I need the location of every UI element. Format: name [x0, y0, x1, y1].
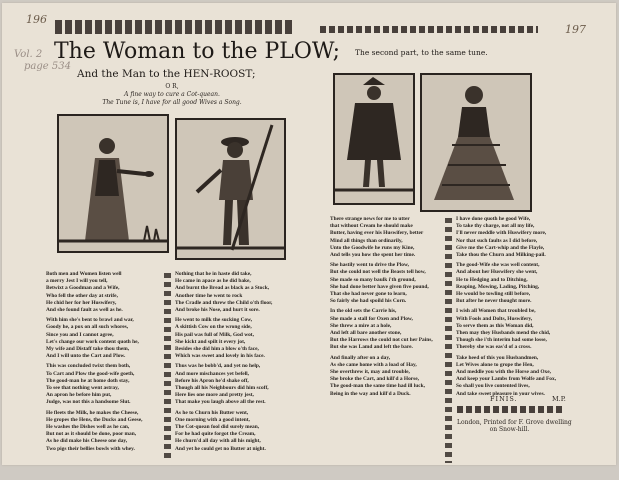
verse-line: Mind all things than ordinarily, — [330, 237, 403, 244]
stanza — [456, 216, 571, 259]
verse-line: Then may they Husbands mend the chid, — [456, 330, 551, 337]
verse-line: To take thy charge, not all my life, — [456, 223, 535, 230]
woodcut-jester — [333, 73, 415, 205]
or-line: O R, — [165, 83, 179, 90]
stanza — [46, 271, 161, 314]
page-number-right: 197 — [565, 23, 586, 36]
verse-line: She had done better have given five pound, — [330, 283, 429, 290]
verse-line: In the old sets the Carrie his, — [330, 308, 397, 315]
verse-line: She broke the Cart, and kill'd a Horse, — [330, 376, 420, 383]
verse-line: Which was sweet and lovely in his face. — [175, 353, 265, 360]
right-text-column-2 — [456, 216, 571, 401]
verse-line: Take thou the Churn and Milking-pail. — [456, 252, 546, 259]
verse-line: An apron he before him put, — [46, 392, 112, 399]
fleuron-column-divider — [164, 273, 171, 458]
verse-line: And broke his Nose, and hurt it sore. — [175, 307, 260, 314]
verse-line: She kickt and spilt it every jot, — [175, 338, 246, 345]
left-text-column-2 — [175, 271, 300, 456]
verse-line: His pail was full of Milk, God wot, — [175, 331, 254, 338]
verse-line: I'll never meddle with Huswifery more, — [456, 230, 547, 237]
ornament-border-top-right — [320, 26, 538, 33]
stanza — [175, 317, 300, 360]
tune-line: The Tune is, I have for all good Wives a Song. — [102, 99, 242, 106]
stanza — [330, 308, 442, 351]
verse-line: Judge, was not this a handsome Slut. — [46, 399, 131, 406]
verse-line: A skittish Cow on the wrong side, — [175, 324, 252, 331]
verse-line: And keep your Lambs from Wolfe and Fox, — [456, 376, 557, 383]
stanza — [330, 355, 442, 398]
verse-line: Here lies one more and pretty jest, — [175, 392, 254, 399]
verse-line: He would be towling still before, — [456, 291, 531, 298]
jester-figure-icon — [335, 75, 413, 203]
verse-line: So fairly she had spoild his Corn. — [330, 298, 407, 305]
verse-line: And left all bare another stone, — [330, 330, 402, 337]
verse-line: And burnt the Bread as black as a Stock, — [175, 285, 270, 292]
finis-label: FINIS. — [490, 395, 518, 403]
verse-line: She overthrew it, may and trouble, — [330, 369, 410, 376]
lady-figure-icon — [422, 75, 530, 210]
stanza — [175, 410, 300, 453]
woodcut-lady — [420, 73, 532, 212]
verse-line: As she came home with a load of Hay, — [330, 361, 417, 368]
verse-line: This was concluded twixt them both, — [46, 363, 131, 370]
man-figure-icon — [177, 120, 284, 258]
stanza — [175, 363, 300, 406]
verse-line: To Cart and Plow the good-wife goeth, — [46, 370, 135, 377]
verse-line: As he to Churn his Butter went, — [175, 409, 249, 416]
imprint — [457, 419, 572, 433]
verse-line: That she had never gone to learn, — [330, 291, 407, 298]
verse-line: The Cradle and threw the Child o'th floor, — [175, 299, 273, 306]
stanza — [46, 317, 161, 360]
imprint-line: London, Printed for F. Grove dwelling — [457, 419, 572, 426]
verse-line: But not as it should be done, poor man, — [46, 431, 137, 438]
verse-line: One morning with a good intent, — [175, 416, 250, 423]
verse-line: But she could not well the Beasts tell how, — [330, 269, 426, 276]
verse-line: Nothing that he in haste did take, — [175, 271, 252, 277]
verse-line: She threw a mire at a hole, — [330, 322, 392, 329]
verse-line: Take heed of this you Husbandmen, — [456, 354, 539, 361]
subtitle-line: A fine way to cure a Cot-quean. — [124, 91, 220, 98]
verse-line: And I will unto the Cart and Plow. — [46, 353, 126, 360]
fleuron-column-divider — [445, 218, 452, 463]
verse-line: The good-Wife she was well content, — [456, 262, 540, 269]
verse-line: But the Harrows the could not cut her Pains, — [330, 337, 433, 344]
stanza — [456, 262, 571, 305]
verse-line: Two pigs their bellies bowls with whey. — [46, 445, 135, 452]
verse-line: Another time he went to rock — [175, 292, 243, 299]
verse-line: Both men and Women listen well — [46, 271, 122, 277]
verse-line: And yet he could get no Butter at night. — [175, 445, 266, 452]
pencil-note-line: page 534 — [24, 61, 71, 72]
verse-line: There strange news for me to utter — [330, 216, 410, 222]
stanza — [330, 262, 442, 305]
verse-line: Unto the Goodwife he runs my Kine, — [330, 244, 415, 251]
verse-line: Thereby she was eas'd of a cross. — [456, 344, 532, 351]
verse-line: Butter, having ever his Huswifery, better — [330, 230, 424, 237]
verse-line: He gropes the Hens, the Ducks and Geese, — [46, 416, 143, 423]
verse-line: To see that nothing went astray, — [46, 385, 119, 392]
verse-line: And finally after on a day, — [330, 354, 391, 361]
verse-line: He washes the Dishes well as he can, — [46, 424, 130, 431]
verse-line: The good-man the same time had ill luck, — [330, 383, 425, 390]
verse-line: For he had quite forgot the Cream, — [175, 431, 256, 438]
verse-line: But she was Lamd and left the bare. — [330, 344, 413, 351]
verse-line: My wife and Distaff take thou them, — [46, 346, 130, 353]
verse-line: And about her Huswifery she went, — [456, 269, 538, 276]
verse-line: He came in apace as he did bake, — [175, 278, 251, 285]
second-part-heading: The second part, to the same tune. — [355, 48, 488, 57]
broadside-sheet — [2, 3, 616, 465]
stanza — [175, 271, 300, 314]
verse-line: She made so many baulk i'th ground, — [330, 276, 416, 283]
verse-line: That make you laugh above all the rest. — [175, 399, 266, 406]
verse-line: And take sweet pleasure in your wives. — [456, 390, 545, 397]
stanza — [456, 355, 571, 398]
woman-figure-icon — [59, 116, 167, 251]
woodcut-man — [175, 118, 286, 260]
verse-line: Goody he, a pox on all such whores, — [46, 324, 129, 331]
imprint-line: on Snow-hill. — [489, 426, 530, 433]
verse-line: He chid her for her Huswifery, — [46, 299, 117, 306]
ballad-subtitle: And the Man to the HEN-ROOST; — [77, 68, 256, 80]
verse-line: Though she i'th interim had some losse, — [456, 337, 547, 344]
verse-line: And meddle you with the Horse and Oxe, — [456, 369, 551, 376]
verse-line: She hastily went to drive the Plow, — [330, 262, 409, 269]
verse-line: that without Cream he should make — [330, 223, 413, 230]
page-number-left: 196 — [26, 13, 47, 26]
verse-line: Since you and I cannot agree, — [46, 331, 114, 338]
verse-line: Let's change our work content quoth he, — [46, 338, 139, 345]
ornament-border-top-left — [55, 20, 295, 34]
verse-line: The Cot-quean fool did surely mean, — [175, 424, 260, 431]
stanza — [456, 308, 571, 351]
woodcut-woman — [57, 114, 169, 253]
verse-line: Nor that such faults as I did before, — [456, 237, 538, 244]
verse-line: Though all his Neighbours did him scoff, — [175, 385, 269, 392]
verse-line: But after he never thought more. — [456, 298, 532, 305]
ballad-title: The Woman to the PLOW; — [54, 39, 341, 64]
verse-line: He to Hedging and to Ditching, — [456, 276, 528, 283]
verse-line: And tells you how the spent her time. — [330, 252, 416, 259]
verse-line: Reaping, Mowing, Lading, Pitching, — [456, 283, 540, 290]
verse-line: Thus was he bobb'd, and yet no help, — [175, 363, 261, 370]
verse-line: Betwixt a Goodman and a Wife, — [46, 285, 120, 292]
verse-line: Give me the Cart-whip and the Flayle, — [456, 244, 545, 251]
stanza — [46, 410, 161, 453]
verse-line: As he did make his Cheese one day, — [46, 438, 128, 445]
verse-line: Who fell the other day at strife, — [46, 292, 118, 299]
verse-line: To serve them as this Woman did, — [456, 322, 534, 329]
verse-line: I have done quoth he good Wife, — [456, 216, 531, 222]
verse-line: I wish all Women that troubled be, — [456, 308, 536, 315]
verse-line: Let Wives alone to grope the Hen, — [456, 361, 534, 368]
verse-line: The good-man he at home doth stay, — [46, 377, 130, 384]
right-text-column-1 — [330, 216, 442, 401]
verse-line: a merry Jest I will you tell, — [46, 278, 108, 285]
stanza — [330, 216, 442, 259]
verse-line: Being in the way and kill'd a Duck. — [330, 390, 411, 397]
stanza — [46, 363, 161, 406]
verse-line: He churn'd all day with all his might, — [175, 438, 261, 445]
pencil-note-line: Vol. 2 — [14, 49, 43, 60]
printer-initials: M.P. — [552, 395, 566, 403]
verse-line: Besides she did him a blow o'th face, — [175, 346, 259, 353]
verse-line: Before his Apron he'd shake off, — [175, 377, 249, 384]
ornament-border-bottom — [457, 406, 562, 413]
verse-line: With Fools and Dolts, Huswifery, — [456, 315, 533, 322]
left-text-column-1 — [46, 271, 161, 456]
verse-line: He fleets the Milk, he makes the Cheese, — [46, 409, 139, 416]
verse-line: So shall you live contented lives, — [456, 383, 530, 390]
verse-line: And she found fault as well as he. — [46, 307, 123, 314]
verse-line: He went to milk the sucking Cow, — [175, 317, 253, 324]
verse-line: She made a stall for Oxen and Plow, — [330, 315, 413, 322]
verse-line: With him she's bent to brawl and war, — [46, 317, 134, 324]
verse-line: And more mischances yet befell, — [175, 370, 250, 377]
